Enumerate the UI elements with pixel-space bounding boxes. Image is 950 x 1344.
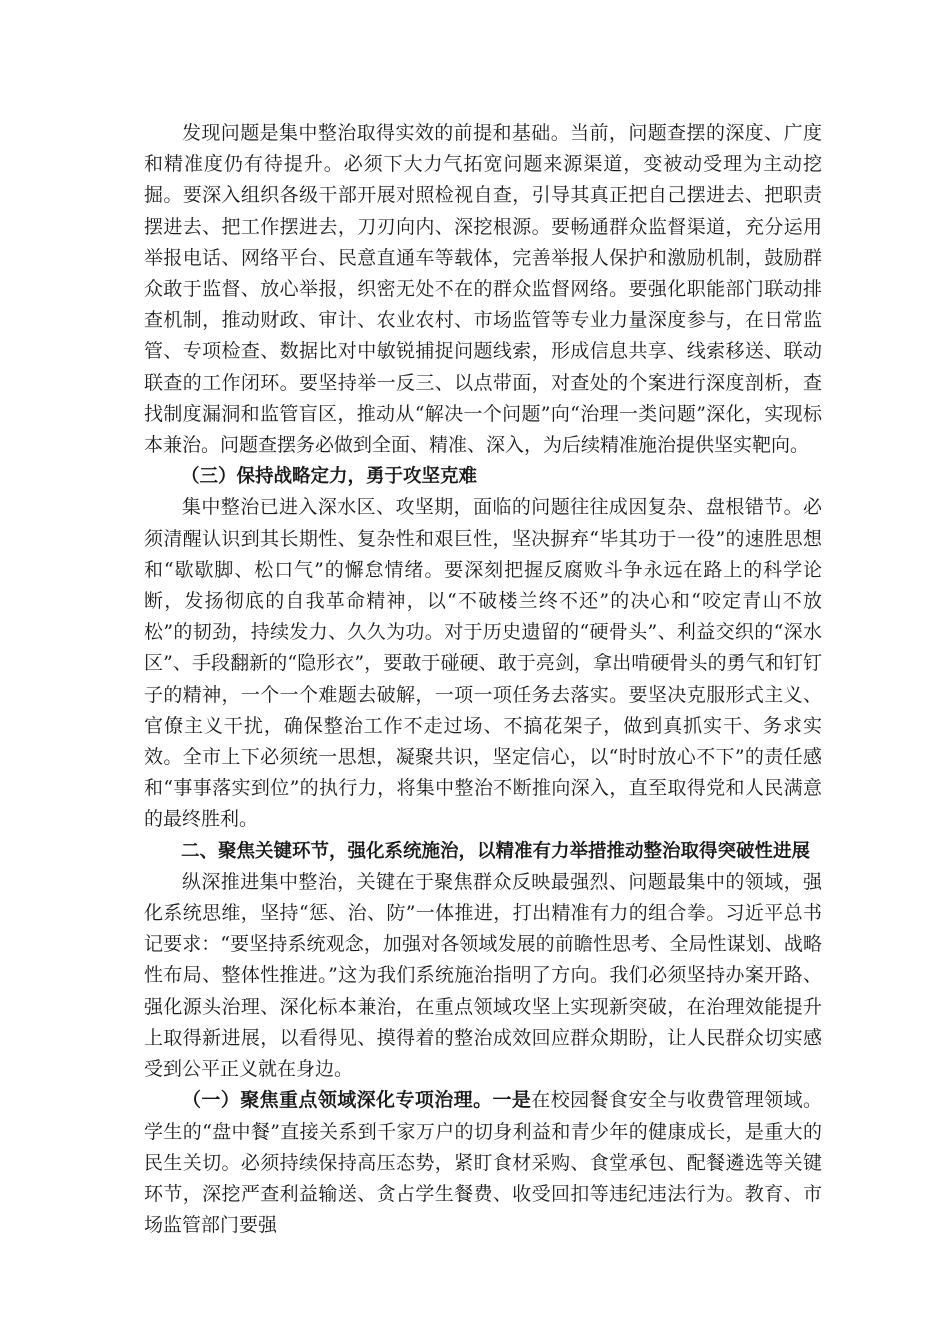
chapter-heading-key-links: 二、聚焦关键环节，强化系统施治，以精准有力举措推动整治取得突破性进展 xyxy=(181,840,811,862)
paragraph-key-areas xyxy=(144,1085,822,1241)
paragraph-problem-discovery: 发现问题是集中整治取得实效的前提和基础。当前，问题查摆的深度、广度和精准度仍有待提升。必须下大力气拓宽问题来源渠道，变被动受理为主动挖掘。要深入组织各级干部开展对照检视自查，引导其真正把自己摆进去、把职责摆进去、把工作摆进去，刀刃向内、深挖根源。要畅通群众监督渠道，充分运用举报电话、网络平台、民意直通车等载体，完善举报人保护和激励机制，鼓励群众敢于监督、放心举报，织密无处不在的群众监督网络。要强化职能部门联动排查机制，推动财政、审计、农业农村、市场监管等专业力量深度参与，在日常监管、专项检查、数据比对中敏锐捕捉问题线索，形成信息共享、线索移送、联动联查的工作闭环。要坚持举一反三、以点带面，对查处的个案进行深度剖析，查找制度漏洞和监管盲区，推动从“解决一个问题”向“治理一类问题”深化，实现标本兼治。问题查摆务必做到全面、精准、深入，为后续精准施治提供坚实靶向。 xyxy=(144,122,822,457)
paragraph-strategic-resolve: 集中整治已进入深水区、攻坚期，面临的问题往往成因复杂、盘根错节。必须清醒认识到其长期性、复杂性和艰巨性，坚决摒弃“毕其功于一役”的速胜思想和“歇歇脚、松口气”的懈怠情绪。要深刻把握反腐败斗争永远在路上的科学论断，发扬彻底的自我革命精神，以“不破楼兰终不还”的决心和“咬定青山不放松”的韧劲，持续发力、久久为功。对于历史遗留的“硬骨头”、利益交织的“深水区”、手段翻新的“隐形衣”，要敢于碰硬、敢于亮剑，拿出啃硬骨头的勇气和钉钉子的精神，一个一个难题去破解，一项一项任务去落实。要坚决克服形式主义、官僚主义干扰，确保整治工作不走过场、不搞花架子，做到真抓实干、务求实效。全市上下必须统一思想，凝聚共识，坚定信心，以“时时放心不下”的责任感和“事事落实到位”的执行力，将集中整治不断推向深入，直至取得党和人民满意的最终胜利。 xyxy=(144,496,822,831)
key-areas-lead: （一）聚焦重点领域深化专项治理。一是 xyxy=(182,1089,532,1112)
paragraph-system-governance: 纵深推进集中整治，关键在于聚焦群众反映最强烈、问题最集中的领域，强化系统思维，坚持“惩、治、防”一体推进，打出精准有力的组合拳。习近平总书记要求：“要坚持系统观念，加强对各领域发展的前瞻性思考、全局性谋划、战略性布局、整体性推进。”这为我们系统施治指明了方向。我们必须坚持办案开路、强化源头治理、深化标本兼治，在重点领域攻坚上实现新突破，在治理效能提升上取得新进展，以看得见、摸得着的整治成效回应群众期盼，让人民群众切实感受到公平正义就在身边。 xyxy=(144,870,822,1081)
document-page xyxy=(144,118,822,1241)
key-areas-body: 在校园餐食安全与收费管理领域。学生的“盘中餐”直接关系到千家万户的切身利益和青少年的健康成长，是重大的民生关切。必须持续保持高压态势，紧盯食材采购、食堂承包、配餐遴选等关键环节，深挖严查利益输送、贪占学生餐费、收受回扣等违纪违法行为。教育、市场监管部门要强 xyxy=(144,1089,822,1237)
section-heading-strategic-resolve: （三）保持战略定力，勇于攻坚克难 xyxy=(181,466,478,488)
